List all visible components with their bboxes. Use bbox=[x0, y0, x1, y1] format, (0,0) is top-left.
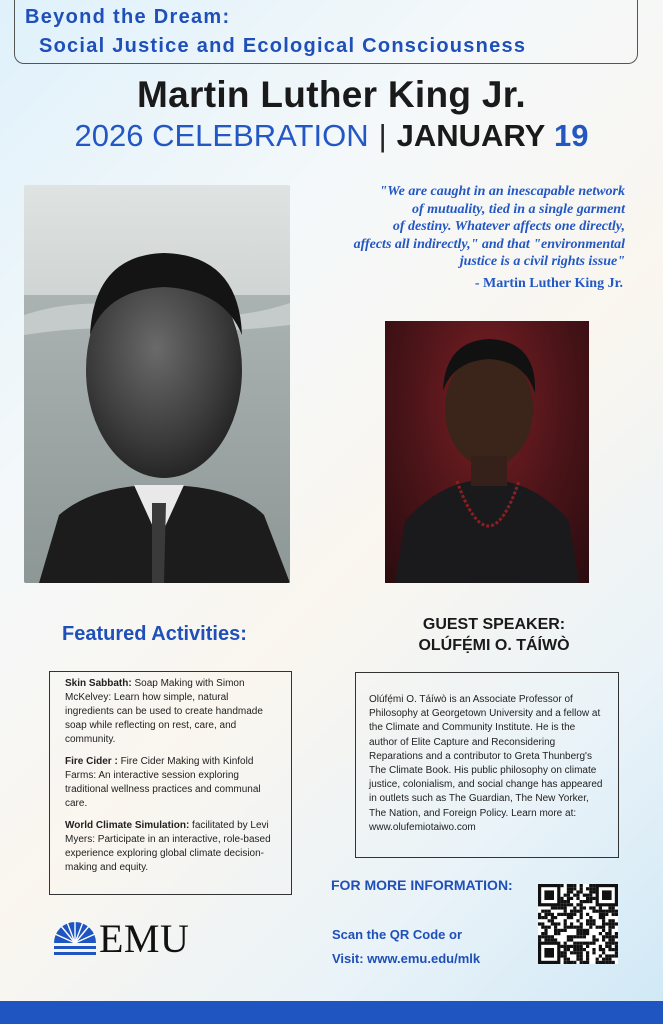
activity-item bbox=[65, 677, 279, 747]
bottom-bar bbox=[0, 1001, 663, 1024]
banner-title: Beyond the Dream: bbox=[25, 6, 231, 28]
activity-name: Fire Cider : bbox=[65, 756, 118, 767]
celebration-label: 2026 CELEBRATION bbox=[74, 118, 369, 153]
featured-activities-heading: Featured Activities: bbox=[62, 623, 247, 645]
quote-line: "We are caught in an inescapable network bbox=[379, 184, 625, 199]
mlk-portrait-photo bbox=[24, 185, 290, 583]
banner-subtitle: Social Justice and Ecological Consciousness bbox=[39, 35, 527, 57]
guest-speaker-heading bbox=[384, 614, 604, 656]
qr-code[interactable] bbox=[538, 884, 618, 964]
emu-logo bbox=[52, 916, 212, 962]
activity-description: facilitated by Levi Myers: Participate in an interactive, role-based experience exploring global climate decision-making and equity. bbox=[65, 820, 271, 873]
activity-name: World Climate Simulation: bbox=[65, 820, 190, 831]
quote-line: of destiny. Whatever affects one directly, bbox=[392, 219, 625, 234]
activity-item bbox=[65, 819, 279, 875]
event-date-line bbox=[0, 118, 663, 154]
scan-instruction: Scan the QR Code or bbox=[332, 927, 463, 942]
quote-line: of mutuality, tied in a single garment bbox=[411, 201, 625, 217]
emu-wordmark: EMU bbox=[99, 916, 190, 961]
activity-item bbox=[65, 755, 279, 811]
activities-list bbox=[49, 671, 292, 895]
guest-speaker-name: OLÚFẸ́MI O. TÁÍWÒ bbox=[418, 637, 570, 654]
activity-name: Skin Sabbath: bbox=[65, 678, 132, 689]
activity-description: Fire Cider Making with Kinfold Farms: An interactive session exploring traditional wellness practices and communal care. bbox=[65, 756, 261, 809]
more-info-heading: FOR MORE INFORMATION: bbox=[331, 877, 513, 893]
qr-code-icon bbox=[538, 884, 618, 964]
page-title: Martin Luther King Jr. bbox=[137, 74, 526, 115]
guest-speaker-label: GUEST SPEAKER: bbox=[422, 616, 566, 633]
sunrise-icon bbox=[52, 919, 98, 959]
date-separator: | bbox=[378, 118, 387, 153]
event-theme-banner bbox=[14, 0, 638, 64]
event-month: JANUARY bbox=[396, 118, 546, 153]
activity-description: Soap Making with Simon McKelvey: Learn how simple, natural ingredients can be used to create handmade soap while reflecting on rest, care, and community. bbox=[65, 678, 263, 745]
quote-attribution: - Martin Luther King Jr. bbox=[474, 276, 623, 291]
quote-line: justice is a civil rights issue" bbox=[459, 254, 625, 269]
event-day: 19 bbox=[553, 118, 589, 153]
guest-speaker-photo bbox=[385, 321, 589, 583]
website-link[interactable]: Visit: www.emu.edu/mlk bbox=[332, 951, 481, 966]
quote-line: affects all indirectly," and that "environmental bbox=[353, 236, 625, 252]
guest-bio: Olúfẹ́mi O. Táíwò is an Associate Professor of Philosophy at Georgetown University and a fellow at the Climate and Community Institute. He is the author of Elite Capture and Reconsidering Reparations and a contributor to Greta Thunberg's The Climate Book. His public philosophy on climate justice, colonialism, and social change has appeared in outlets such as The Guardian, The New Yorker, The Nation, and Foreign Policy. Learn more at: www.olufemiotaiwo.com bbox=[355, 672, 619, 858]
mlk-quote bbox=[296, 183, 625, 271]
